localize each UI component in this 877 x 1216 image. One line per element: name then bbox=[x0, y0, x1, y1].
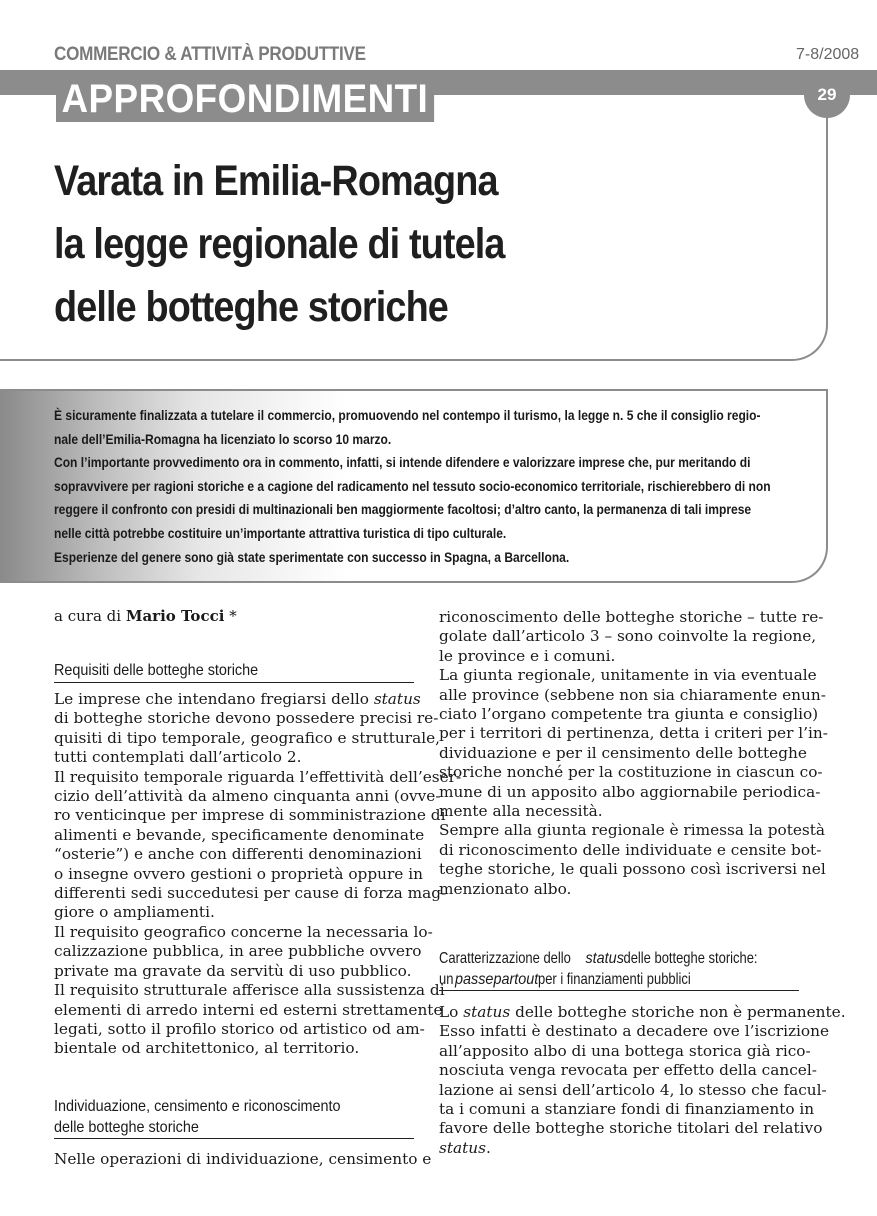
text-line: Lo status delle botteghe storiche non è permanente. bbox=[439, 1003, 846, 1021]
text-line: teghe storiche, le quali possono così iscriversi nel bbox=[439, 860, 826, 879]
title-line-2: la legge regionale di tutela bbox=[54, 220, 505, 268]
abstract-text bbox=[54, 404, 814, 569]
section-heading-individuazione bbox=[54, 1096, 414, 1139]
text-line: golate dall’articolo 3 – sono coinvolte la regione, bbox=[439, 627, 817, 646]
abstract-line: sopravvivere per ragioni storiche e a cagione del radicamento nel tessuto socio-economico territoriale, rischierebbero di non bbox=[54, 477, 771, 494]
text-line: di riconoscimento delle individuate e censite bot- bbox=[439, 840, 822, 859]
text-line: di botteghe storiche devono possedere precisi re- bbox=[54, 709, 439, 728]
heading-text: Individuazione, censimento e riconoscimento bbox=[54, 1098, 341, 1115]
text-line: riconoscimento delle botteghe storiche – tutte re- bbox=[439, 608, 824, 626]
title-line-3: delle botteghe storiche bbox=[54, 283, 448, 331]
text-line: Il requisito strutturale afferisce alla sussistenza di bbox=[54, 981, 445, 1000]
text-line: status. bbox=[439, 1138, 491, 1157]
title-line-1: Varata in Emilia-Romagna bbox=[54, 157, 498, 205]
text-line: quisiti di tipo temporale, geografico e strutturale, bbox=[54, 728, 441, 747]
abstract-line: reggere il confronto con presidi di multinazionali ben maggiormente facoltosi; d’altro canto, la permanenza di tali imprese bbox=[54, 501, 752, 518]
text-line: Il requisito geografico concerne la necessaria lo- bbox=[54, 922, 433, 941]
text-line: per i territori di pertinenza, detta i criteri per l’in- bbox=[439, 724, 828, 743]
text-line: favore delle botteghe storiche titolari del relativo bbox=[439, 1119, 823, 1138]
author-prefix: a cura di bbox=[54, 607, 122, 625]
text-line: ciato l’organo competente tra giunta e consiglio) bbox=[439, 705, 819, 724]
text-line: legati, sotto il profilo storico od artistico od am- bbox=[54, 1019, 425, 1038]
text-line: elementi di arredo interni ed esterni strettamente bbox=[54, 1000, 443, 1019]
text-line: “osterie”) e anche con differenti denominazioni bbox=[54, 845, 422, 864]
section-heading-requisiti bbox=[54, 660, 414, 683]
text-line: La giunta regionale, unitamente in via eventuale bbox=[439, 666, 817, 685]
text-line: alle province (sebbene non sia chiaramente enun- bbox=[439, 685, 826, 704]
text-line: ta i comuni a stanziare fondi di finanziamento in bbox=[439, 1100, 815, 1119]
text-line: Le imprese che intendano fregiarsi dello status bbox=[54, 690, 421, 708]
text-line: le province e i comuni. bbox=[439, 646, 616, 665]
left-column-body bbox=[54, 690, 462, 1059]
abstract-line: nelle città potrebbe costituire un’importante attrattiva turistica di tipo culturale. bbox=[54, 524, 507, 541]
heading-text: Caratterizzazione dellostatusdelle botteghe storiche: bbox=[439, 950, 758, 967]
author-name: Mario Tocci bbox=[125, 607, 225, 625]
right-column-body bbox=[439, 608, 828, 899]
text-line: mune di un apposito albo aggiornabile periodica- bbox=[439, 782, 821, 801]
text-line: o insegne ovvero gestioni o proprietà oppure in bbox=[54, 864, 423, 883]
article-title bbox=[54, 150, 688, 339]
text-line: private ma gravate da servitù di uso pubblico. bbox=[54, 961, 412, 980]
heading-text: unpassepartoutper i finanziamenti pubblici bbox=[439, 971, 692, 988]
text-line: cizio dell’attività da almeno cinquanta anni (ovve- bbox=[54, 787, 441, 806]
abstract-line: Con l’importante provvedimento ora in commento, infatti, si intende difendere e valorizzare imprese che, pur meritando di bbox=[54, 454, 751, 471]
text-line: ro venticinque per imprese di somministrazione di bbox=[54, 806, 446, 825]
author-asterisk: * bbox=[229, 607, 237, 625]
text-line: tutti contemplati dall’articolo 2. bbox=[54, 748, 302, 767]
text-line: Sempre alla giunta regionale è rimessa la potestà bbox=[439, 821, 826, 840]
right-column-tail bbox=[439, 1003, 846, 1158]
left-column-tail bbox=[54, 1150, 432, 1169]
heading-text: Requisiti delle botteghe storiche bbox=[54, 662, 259, 679]
text-line: dividuazione e per il censimento delle botteghe bbox=[439, 743, 807, 762]
section-label: COMMERCIO & ATTIVITÀ PRODUTTIVE bbox=[54, 44, 366, 65]
issue-date: 7-8/2008 bbox=[796, 46, 860, 63]
text-line: menzionato albo. bbox=[439, 879, 572, 898]
heading-text: delle botteghe storiche bbox=[54, 1119, 199, 1136]
text-line: Esso infatti è destinato a decadere ove l’iscrizione bbox=[439, 1022, 830, 1041]
text-line: bientale od architettonico, al territorio. bbox=[54, 1039, 360, 1058]
text-line: calizzazione pubblica, in aree pubbliche ovvero bbox=[54, 942, 422, 961]
abstract-line: È sicuramente finalizzata a tutelare il commercio, promuovendo nel contempo il turismo, la legge n. 5 che il consiglio regio- bbox=[54, 407, 761, 423]
text-line: all’apposito albo di una bottega storica già rico- bbox=[439, 1041, 811, 1060]
text-line: mente alla necessità. bbox=[439, 802, 603, 821]
text-line: giore o ampliamenti. bbox=[54, 903, 215, 922]
text-line: alimenti e bevande, specificamente denominate bbox=[54, 825, 425, 844]
author-credit bbox=[54, 607, 237, 625]
text-line: differenti sedi succedutesi per cause di forza mag- bbox=[54, 884, 447, 903]
text-line: storiche nonché per la costituzione in ciascun co- bbox=[439, 763, 823, 782]
text-line: Il requisito temporale riguarda l’effettività dell’eser- bbox=[54, 767, 462, 786]
page-number: 29 bbox=[804, 74, 850, 118]
text-line: nosciuta venga revocata per effetto della cancel- bbox=[439, 1061, 817, 1080]
rubric-label: APPROFONDIMENTI bbox=[56, 76, 434, 122]
text-line: lazione ai sensi dell’articolo 4, lo stesso che facul- bbox=[439, 1080, 827, 1099]
abstract-line: nale dell’Emilia-Romagna ha licenziato lo scorso 10 marzo. bbox=[54, 430, 392, 447]
text-line: Nelle operazioni di individuazione, censimento e bbox=[54, 1150, 432, 1168]
abstract-line: Esperienze del genere sono già state sperimentate con successo in Spagna, a Barcellona. bbox=[54, 548, 570, 565]
section-heading-caratterizzazione bbox=[439, 948, 799, 991]
